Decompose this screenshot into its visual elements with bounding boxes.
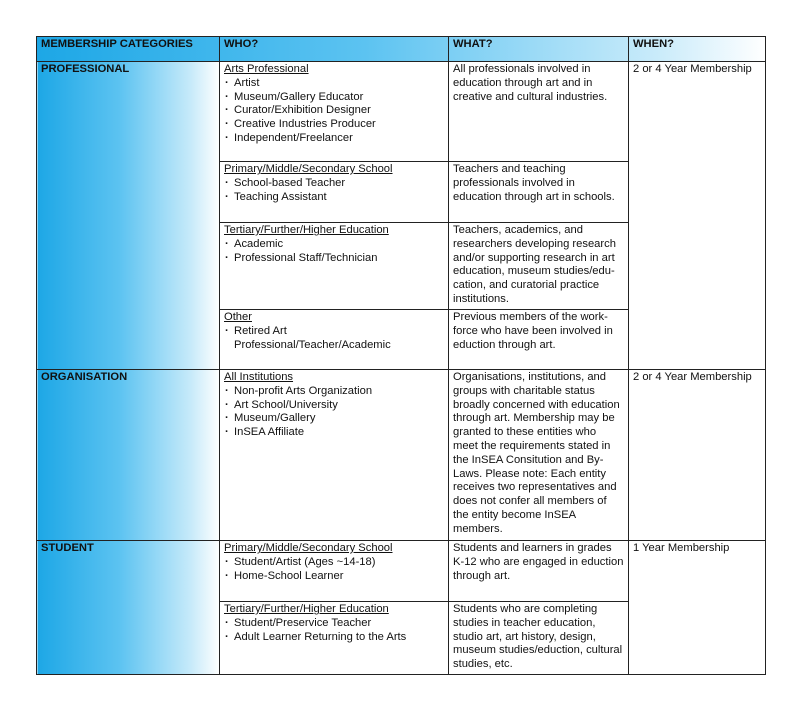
who-list — [224, 325, 444, 353]
who-list — [224, 617, 444, 645]
list-item: · Student/Preservice Teacher — [224, 617, 444, 631]
header-when: WHEN? — [629, 37, 766, 62]
who-list — [224, 385, 444, 440]
header-who: WHO? — [220, 37, 449, 62]
group-title: All Institutions — [224, 371, 294, 383]
group-title: Tertiary/Further/Higher Education — [224, 224, 389, 236]
list-item: · Art School/University — [224, 399, 444, 413]
table-row — [37, 541, 766, 602]
who-cell — [220, 370, 449, 541]
table-row — [37, 62, 766, 162]
list-item: · Teaching Assistant — [224, 191, 444, 205]
what-cell: Students who are completing studies in teacher education, studio art, art history, design, museum studies/eduction, cultural studies, etc. — [449, 602, 629, 675]
list-item: · Non-profit Arts Organization — [224, 385, 444, 399]
header-what: WHAT? — [449, 37, 629, 62]
what-cell: Students and learners in grades K-12 who are engaged in eduction through art. — [449, 541, 629, 602]
who-list — [224, 77, 444, 146]
who-cell — [220, 62, 449, 162]
group-title: Primary/Middle/Secondary School — [224, 542, 393, 554]
group-title: Arts Professional — [224, 63, 309, 75]
list-item: · Artist — [224, 77, 444, 91]
list-item: · Adult Learner Returning to the Arts — [224, 631, 444, 645]
category-student: STUDENT — [37, 541, 220, 675]
who-cell — [220, 602, 449, 675]
category-professional: PROFESSIONAL — [37, 62, 220, 370]
who-cell — [220, 541, 449, 602]
group-title: Tertiary/Further/Higher Education — [224, 603, 389, 615]
when-cell: 2 or 4 Year Membership — [629, 62, 766, 370]
who-list — [224, 177, 444, 205]
list-item: · Student/Artist (Ages ~14-18) — [224, 556, 444, 570]
list-item: · Curator/Exhibition Designer — [224, 104, 444, 118]
list-item: · Museum/Gallery Educator — [224, 91, 444, 105]
list-item: · Professional Staff/Technician — [224, 252, 444, 266]
who-list — [224, 556, 444, 584]
membership-table — [36, 36, 766, 675]
category-organisation: ORGANISATION — [37, 370, 220, 541]
list-item: · Independent/Freelancer — [224, 132, 444, 146]
what-cell: Teachers, academics, and researchers developing research and/or supporting research in art education, museum studies/edu-cation, and curatorial practice institutions. — [449, 223, 629, 310]
what-cell: Organisations, institutions, and groups with charitable status broadly concerned with education through art. Membership may be granted to these entities who meet the requirements stated in the InSEA Consitution and By-Laws. Please note: Each entity receives two representatives and does not confer all members of the entity become InSEA members. — [449, 370, 629, 541]
table-row — [37, 370, 766, 541]
who-cell — [220, 162, 449, 223]
when-cell: 2 or 4 Year Membership — [629, 370, 766, 541]
group-title: Primary/Middle/Secondary School — [224, 163, 393, 175]
what-cell: All professionals involved in education through art and in creative and cultural industries. — [449, 62, 629, 162]
list-item: · School-based Teacher — [224, 177, 444, 191]
list-item: · Home-School Learner — [224, 570, 444, 584]
list-item: · InSEA Affiliate — [224, 426, 444, 440]
list-item: · Academic — [224, 238, 444, 252]
header-row — [37, 37, 766, 62]
what-cell: Teachers and teaching professionals involved in education through art in schools. — [449, 162, 629, 223]
list-item: · Retired Art Professional/Teacher/Academic — [224, 325, 444, 353]
who-cell — [220, 223, 449, 310]
list-item: · Museum/Gallery — [224, 412, 444, 426]
when-cell: 1 Year Membership — [629, 541, 766, 675]
who-list — [224, 238, 444, 266]
list-item: · Creative Industries Producer — [224, 118, 444, 132]
header-categories: MEMBERSHIP CATEGORIES — [37, 37, 220, 62]
what-cell: Previous members of the work-force who have been involved in eduction through art. — [449, 310, 629, 370]
group-title: Other — [224, 311, 252, 323]
who-cell — [220, 310, 449, 370]
